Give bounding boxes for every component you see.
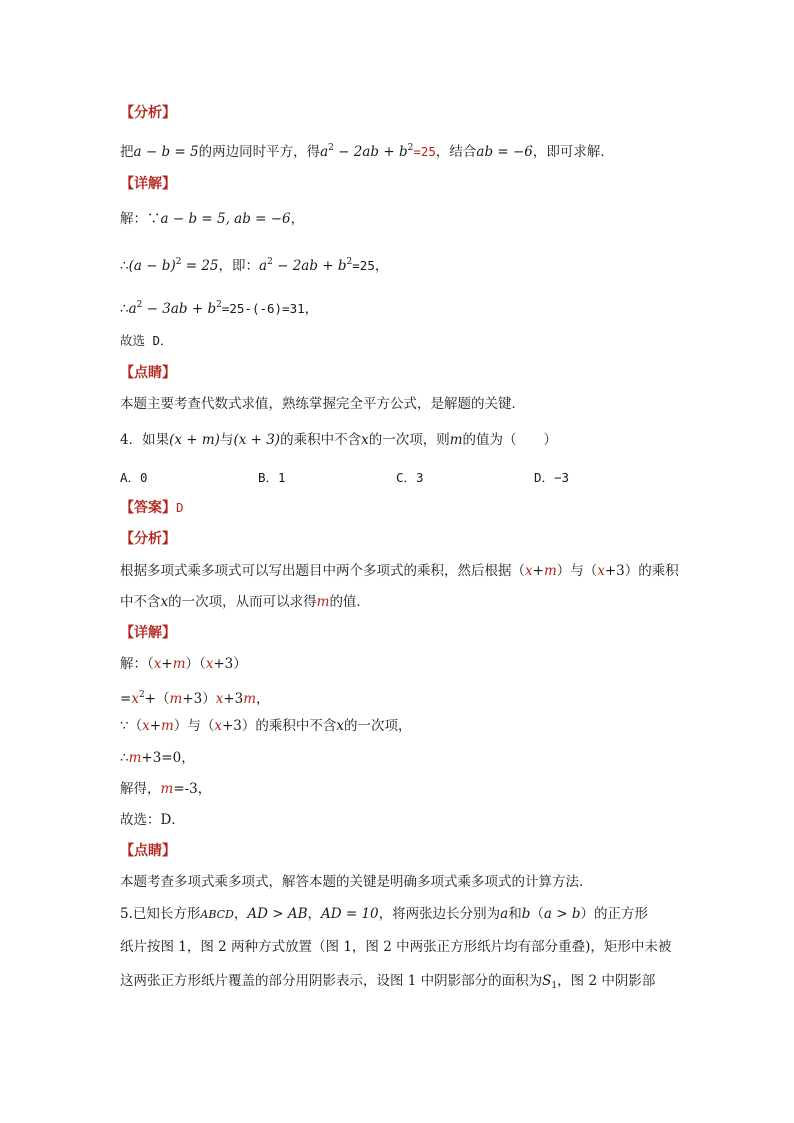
q4-step-5: 解得，m=-3， xyxy=(120,781,212,797)
q4-step-1: 解：（x+m）（x+3） xyxy=(120,656,247,672)
comment-text: 本题主要考查代数式求值，熟练掌握完全平方公式，是解题的关键． xyxy=(120,396,525,412)
answer-tag-line xyxy=(120,498,694,518)
q4-step-3: ∵（x+m）与（x+3）的乘积中不含x的一次项， xyxy=(120,718,412,734)
analysis-tag: 【分析】 xyxy=(120,105,176,121)
answer-tag: 【答案】 xyxy=(120,500,176,516)
analysis-text: 把a − b = 5的两边同时平方，得$a^2 - 2ab + b^2=25$，结合ab = −6，即可求解． xyxy=(120,143,614,160)
analysis-text-2-line-2: 中不含x的一次项，从而可以求得m的值． xyxy=(120,594,370,610)
analysis-tag-2: 【分析】 xyxy=(120,531,176,547)
solution-step-3: $\therefore a^2 - 3ab + b^2=25-(-6)=31$， xyxy=(120,300,319,317)
comment-tag-2: 【点睛】 xyxy=(120,843,176,859)
option-b: B．1 xyxy=(258,470,286,485)
answer-value: D xyxy=(176,500,184,515)
comment-text-2: 本题考查多项式乘多项式，解答本题的关键是明确多项式乘多项式的计算方法． xyxy=(120,874,593,890)
solution-step-2: ∴(a − b)$^2$ = 25，即：$a^2 - 2ab + b^2=25$， xyxy=(120,257,389,274)
q4-step-4: ∴m+3=0， xyxy=(120,750,195,766)
question-5-line-1: 5.已知长方形ABCD，AD > AB，AD = 10，将两张边长分别为a和b（a > b）的正方形 xyxy=(120,906,648,922)
option-c: C．3 xyxy=(396,470,424,485)
comment-tag: 【点睛】 xyxy=(120,365,176,381)
q4-answer-line: 故选：D． xyxy=(120,812,185,828)
detail-tag-2: 【详解】 xyxy=(120,625,176,641)
question-5-line-3: 这两张正方形纸片覆盖的部分用阴影表示，设图 1 中阴影部分的面积为$S_1$，图 2 中阴影部 xyxy=(120,973,656,991)
analysis-text-2-line-1: 根据多项式乘多项式可以写出题目中两个多项式的乘积，然后根据（x+m）与（x+3）的乘积 xyxy=(120,563,679,579)
detail-tag: 【详解】 xyxy=(120,176,176,192)
option-d: D．−3 xyxy=(534,470,570,485)
solution-step-1: 解：∵a − b = 5, ab = −6， xyxy=(120,211,305,227)
option-a: A．0 xyxy=(120,470,148,485)
q4-step-2: $=x^2+(m+3)x+3m$， xyxy=(120,690,270,707)
question-5-line-2: 纸片按图 1，图 2 两种方式放置（图 1，图 2 中两张正方形纸片均有部分重叠)，矩形中未被 xyxy=(120,939,672,955)
answer-line: 故选 D． xyxy=(120,333,173,348)
question-4-stem: 4．如果(x + m)与(x + 3)的乘积中不含x的一次项，则m的值为（ ） xyxy=(120,432,558,448)
